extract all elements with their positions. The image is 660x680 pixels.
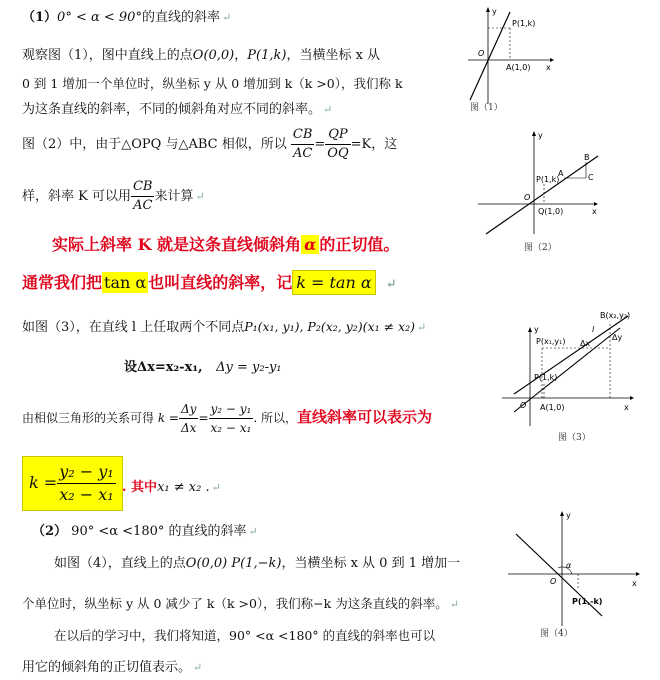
boxed-tail — [122, 476, 221, 495]
heading-num: （1） — [22, 10, 58, 25]
fig1-line — [470, 12, 510, 100]
para5-text-a: 如图（4），直线上的点 — [54, 556, 186, 571]
fig4-label-y: y — [566, 511, 571, 520]
hl2-tan: tan α — [104, 273, 147, 292]
para1-line1 — [22, 44, 380, 63]
return-mark-icon: ↵ — [385, 277, 397, 292]
fig4-caption: 图（4） — [540, 629, 573, 639]
fig2-label-o: O — [524, 193, 531, 202]
equals-sign: = — [314, 137, 326, 152]
para4-line — [22, 400, 432, 437]
para5-line1 — [54, 552, 460, 571]
boxed-slope-formula — [22, 456, 123, 511]
return-mark-icon: ↵ — [416, 321, 427, 334]
fig4-y-arrow-icon — [560, 511, 564, 516]
fig2-label-c: C — [588, 173, 594, 182]
para2-line1 — [22, 126, 397, 163]
fraction-dy-dx — [179, 400, 198, 437]
delta-y: Δy = y₂-y₁ — [216, 360, 282, 375]
frac-den: x₂ − x₁ — [210, 421, 252, 435]
hl2-text-a: 通常我们把 — [22, 273, 103, 292]
fig3-label-l: l — [592, 325, 595, 334]
hl2-formula: k = tan α — [292, 270, 375, 295]
return-mark-icon: ↵ — [211, 481, 221, 494]
hl1-text-b: 的正切值。 — [319, 235, 400, 254]
section2-text: 90° <α <180° 的直线的斜率 — [67, 524, 247, 539]
section2-heading — [32, 520, 258, 539]
fig2-line — [486, 156, 598, 234]
hl1-alpha: α — [301, 235, 319, 254]
para5-points: O(0,0) P(1,−k) — [185, 556, 282, 571]
para1-text-b: ， — [234, 48, 248, 63]
para1-line3 — [22, 98, 332, 117]
para1-text-a: 观察图（1），图中直线上的点 — [22, 48, 193, 63]
frac-den: AC — [292, 146, 313, 161]
section1-heading — [22, 6, 231, 25]
section2-num: （2） — [32, 524, 68, 539]
fig3-x-arrow-icon — [630, 396, 634, 400]
heading-math: 0° < α < 90° — [57, 10, 142, 25]
return-mark-icon: ↵ — [248, 525, 258, 538]
point-o: O(0,0) — [192, 48, 235, 63]
point-p: P(1,k) — [247, 48, 287, 63]
fig1-label-o: O — [478, 49, 485, 58]
fig1-label-p: P(1,k) — [512, 19, 536, 28]
fig3-label-dy: Δy — [612, 333, 623, 342]
fig2-x-arrow-icon — [594, 202, 598, 206]
fig3-caption: 图（3） — [558, 433, 591, 443]
para1-text-l3: 为这条直线的斜率，不同的倾斜角对应不同的斜率。 — [22, 102, 322, 117]
highlight-statement-2 — [22, 270, 397, 293]
para4-red: 直线斜率可以表示为 — [297, 408, 433, 426]
fraction-cb-ac — [291, 126, 315, 163]
fig1-label-y: y — [492, 7, 497, 16]
equals-sign: = — [198, 411, 209, 425]
para5-text-b: ，当横坐标 x 从 0 到 1 增加一 — [281, 556, 461, 571]
return-mark-icon: ↵ — [449, 598, 459, 611]
para2-text-c: 样，斜率 K 可以用 — [22, 189, 131, 204]
fig3-label-y: y — [534, 325, 539, 334]
fig3-label-x: x — [624, 403, 629, 412]
highlight-statement-1 — [52, 232, 399, 255]
fig2-label-b: B — [584, 153, 590, 162]
frac-num: QP — [325, 126, 350, 145]
figure-1 — [466, 4, 556, 114]
fig3-label-o: O — [520, 401, 527, 410]
para3-line — [22, 316, 426, 335]
fig1-label-x: x — [546, 63, 551, 72]
fig4-label-p: P(1,-k) — [572, 597, 603, 606]
para2-text-a: 图（2）中，由于△OPQ 与△ABC 相似，所以 — [22, 137, 287, 152]
para5-text-l4: 用它的倾斜角的正切值表示。 — [22, 660, 192, 675]
fig3-label-p2: B(x₂,y₂) — [600, 311, 631, 320]
fig2-label-y: y — [538, 131, 543, 140]
frac-den: Δx — [180, 421, 197, 435]
fig1-label-a: A(1,0) — [506, 63, 531, 72]
fig3-y-arrow-icon — [528, 327, 532, 332]
fig1-caption: 图（1） — [470, 103, 503, 113]
para5-text-l2: 个单位时，纵坐标 y 从 0 减少了 k（k >0），我们称−k 为这条直线的斜率。 — [22, 596, 448, 611]
fig1-y-arrow-icon — [486, 7, 490, 12]
boxed-tail-red: . 其中 — [122, 480, 158, 495]
fig3-label-p1: P(x₁,y₁) — [536, 337, 566, 346]
return-mark-icon: ↵ — [195, 190, 205, 203]
para4-k: k = — [157, 411, 179, 425]
return-mark-icon: ↵ — [323, 103, 333, 116]
para2-text-d: 来计算 — [154, 189, 194, 204]
fraction-qp-oq — [325, 126, 350, 163]
fig3-label-dx: Δx — [580, 339, 591, 348]
figure-2 — [476, 130, 602, 240]
boxed-k: k = — [29, 473, 58, 492]
heading-tail: 的直线的斜率 — [141, 10, 220, 25]
fig4-x-arrow-icon — [636, 572, 640, 576]
frac-num: CB — [131, 178, 155, 197]
figure-4 — [506, 506, 646, 630]
fig2-y-arrow-icon — [532, 131, 536, 136]
para4-text-a: 由相似三角形的关系可得 — [22, 411, 155, 425]
fig4-label-alpha: α — [566, 561, 572, 570]
para4-text-b: . 所以， — [253, 411, 298, 425]
fig3-label-p: P(1,k) — [534, 373, 558, 382]
figure-3 — [500, 310, 640, 430]
para2-line2 — [22, 178, 205, 215]
para5-line3: 在以后的学习中，我们将知道，90° <α <180° 的直线的斜率也可以 — [54, 628, 436, 643]
para5-line4 — [22, 656, 202, 675]
para1-text-c: ，当横坐标 x 从 — [286, 48, 381, 63]
fig2-label-p: P(1,k) — [536, 175, 560, 184]
fig2-label-a: A — [558, 169, 564, 178]
para1-line2: 0 到 1 增加一个单位时，纵坐标 y 从 0 增加到 k（k >0），我们称 k — [22, 76, 403, 91]
delta-line — [124, 356, 282, 375]
return-mark-icon: ↵ — [193, 661, 203, 674]
fraction-slope — [209, 400, 254, 437]
frac-num: y₂ − y₁ — [57, 461, 115, 484]
frac-num: CB — [291, 126, 315, 145]
fig4-label-x: x — [632, 579, 637, 588]
hl1-text-a: 实际上斜率 K 就是这条直线倾斜角 — [52, 235, 302, 254]
fig4-label-o: O — [550, 577, 557, 586]
frac-den: AC — [133, 198, 153, 213]
para3-text: 如图（3），在直线 l 上任取两个不同点 — [22, 320, 245, 335]
frac-den: OQ — [327, 146, 349, 161]
para2-text-b: =K，这 — [350, 137, 398, 152]
para5-line2 — [22, 594, 459, 612]
boxed-fraction — [57, 461, 115, 506]
return-mark-icon: ↵ — [221, 11, 232, 24]
frac-num: Δy — [179, 400, 198, 419]
hl2-text-b: 也叫直线的斜率，记 — [148, 273, 293, 292]
fig2-caption: 图（2） — [524, 243, 557, 253]
fig3-label-a: A(1,0) — [540, 403, 565, 412]
delta-x: 设Δx=x₂-x₁, — [124, 360, 203, 375]
fig1-x-arrow-icon — [550, 58, 554, 62]
fraction-cb-ac-2 — [131, 178, 155, 215]
fig2-label-x: x — [592, 207, 597, 216]
fig2-label-q: Q(1,0) — [538, 207, 564, 216]
para3-points: P₁(x₁, y₁), P₂(x₂, y₂)(x₁ ≠ x₂) — [244, 319, 415, 334]
frac-den: x₂ − x₁ — [59, 485, 114, 504]
fig3-line-l — [514, 316, 628, 394]
frac-num: y₂ − y₁ — [209, 400, 254, 419]
boxed-tail-cond: x₁ ≠ x₂ . — [157, 480, 210, 495]
